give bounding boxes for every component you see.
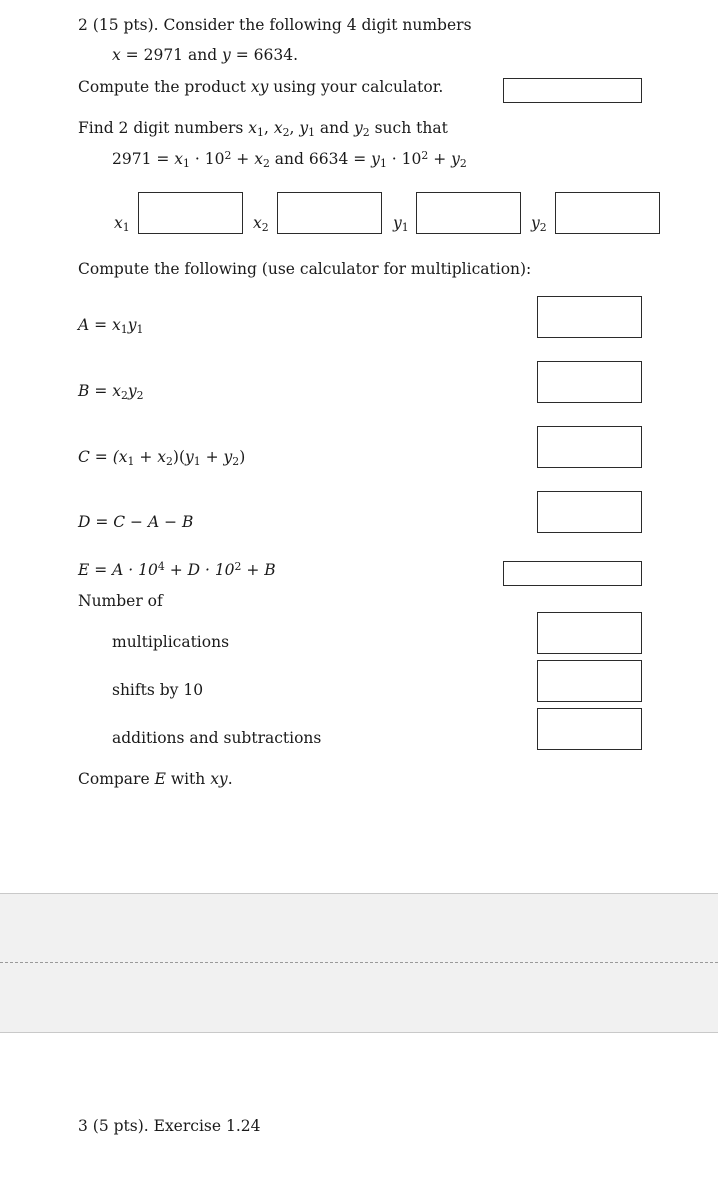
find-var-x1: x	[248, 119, 258, 137]
label-x2: $x_2$	[253, 214, 269, 234]
var-y: y	[222, 46, 231, 64]
product-prompt-pre: Compute the product	[78, 78, 251, 96]
find-var-y2: y	[354, 119, 363, 137]
additions-input[interactable]	[537, 708, 642, 750]
given-values	[112, 48, 298, 64]
problem-3-header: 3 (5 pts). Exercise 1.24	[78, 1117, 261, 1135]
and-word: and	[315, 119, 354, 137]
sub-2: 2	[282, 125, 290, 139]
product-prompt	[78, 80, 443, 96]
decomp-plus: +	[231, 150, 255, 168]
E-input[interactable]	[503, 561, 642, 586]
formula-C: $C = (x_1 + x_2)(y_1 + y_2)$	[78, 448, 246, 468]
y1-input[interactable]	[416, 192, 521, 234]
multiplications-label: multiplications	[112, 633, 230, 651]
formula-E: $E = A \cdot 10^4 + D \cdot 10^2 + B$	[78, 560, 276, 579]
decomp-left: 2971 =	[112, 150, 175, 168]
problem-2-header: 2 (15 pts). Consider the following 4 digit numbers	[78, 16, 472, 34]
formula-B: $B = x_2y_2$	[78, 382, 144, 402]
product-prompt-post: using your calculator.	[268, 78, 444, 96]
shifts-input[interactable]	[537, 660, 642, 702]
D-input[interactable]	[537, 491, 642, 533]
decomp-dot: · 10	[189, 150, 225, 168]
page-break-dashed-line	[0, 962, 718, 963]
comma: ,	[289, 119, 300, 137]
A-input[interactable]	[537, 296, 642, 338]
compute-prompt: Compute the following (use calculator for multiplication):	[78, 260, 532, 278]
decomp-x1: x	[174, 150, 184, 168]
find-var-y1: y	[299, 119, 309, 137]
decomp-y1: y	[371, 150, 380, 168]
given-eq2: = 6634.	[230, 46, 299, 64]
product-xy-input[interactable]	[503, 78, 642, 103]
sub-2: 2	[262, 156, 270, 170]
y2-input[interactable]	[555, 192, 660, 234]
sub-1: 1	[379, 156, 387, 170]
page-separator-band	[0, 893, 718, 1033]
decomp-dot: · 10	[386, 150, 422, 168]
additions-label: additions and subtractions	[112, 729, 322, 747]
sub-1: 1	[183, 156, 190, 170]
number-of-label: Number of	[78, 592, 163, 610]
multiplications-input[interactable]	[537, 612, 642, 654]
find-prompt	[78, 121, 448, 137]
sub-2: 2	[362, 125, 370, 139]
exp-2: 2	[421, 149, 429, 163]
C-input[interactable]	[537, 426, 642, 468]
find-prompt-pre: Find 2 digit numbers	[78, 119, 249, 137]
decomp-mid: and 6634 =	[269, 150, 372, 168]
decomp-x2: x	[254, 150, 263, 168]
compare-prompt: Compare E with xy.	[78, 770, 233, 788]
label-y2: $y_2$	[531, 214, 547, 234]
sub-1: 1	[308, 125, 315, 139]
decomposition-equation	[112, 149, 467, 170]
decomp-y2: y	[451, 150, 460, 168]
x1-input[interactable]	[138, 192, 243, 234]
x2-input[interactable]	[277, 192, 382, 234]
comma: ,	[263, 119, 274, 137]
given-eq1: = 2971 and	[120, 46, 223, 64]
sub-2: 2	[459, 156, 467, 170]
label-y1: $y_1$	[393, 214, 409, 234]
decomp-plus: +	[428, 150, 452, 168]
find-var-x2: x	[273, 119, 283, 137]
exp-2: 2	[224, 149, 232, 163]
formula-A: $A = x_1y_1$	[78, 316, 144, 336]
var-x: x	[112, 46, 121, 64]
shifts-label: shifts by 10	[112, 681, 204, 699]
label-x1: $x_1$	[114, 214, 130, 234]
product-var: xy	[250, 78, 269, 96]
B-input[interactable]	[537, 361, 642, 403]
sub-1: 1	[257, 125, 264, 139]
find-prompt-post: such that	[369, 119, 448, 137]
formula-D: D = C − A − B	[78, 513, 194, 531]
